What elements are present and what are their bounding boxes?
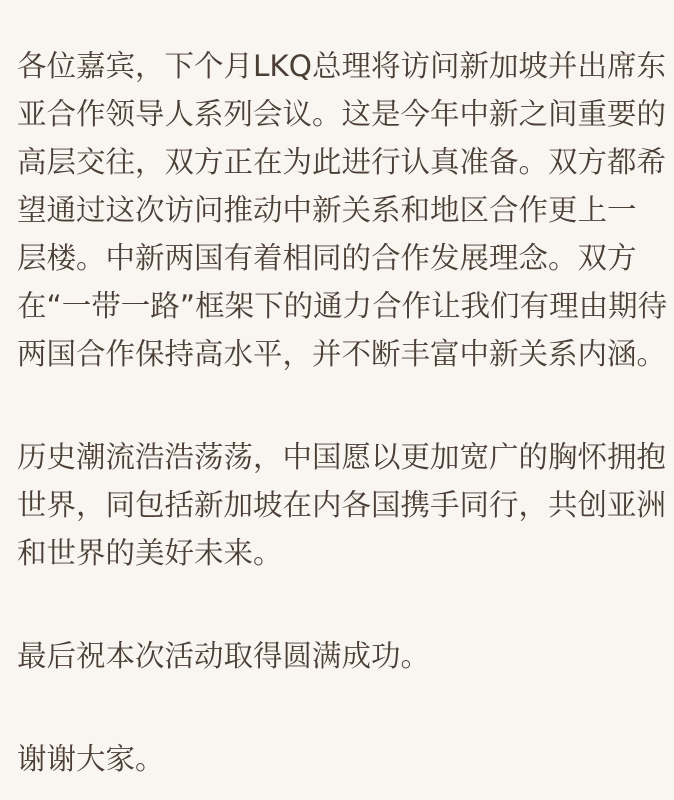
text-line: 历史潮流浩浩荡荡，中国愿以更加宽广的胸怀拥抱 bbox=[17, 440, 667, 474]
text-line: 各位嘉宾，下个月LKQ总理将访问新加坡并出席东 bbox=[17, 49, 667, 83]
text-line: 谢谢大家。 bbox=[17, 742, 165, 776]
text-line: 亚合作领导人系列会议。这是今年中新之间重要的 bbox=[17, 97, 667, 131]
paragraph-1 bbox=[0, 42, 674, 378]
text-line: 望通过这次访问推动中新关系和地区合作更上一 bbox=[17, 193, 637, 227]
text-line: 最后祝本次活动取得圆满成功。 bbox=[17, 639, 431, 673]
paragraph-3 bbox=[0, 632, 674, 680]
paragraph-spacer bbox=[0, 577, 674, 632]
text-line: 和世界的美好未来。 bbox=[17, 536, 283, 570]
paragraph-4 bbox=[0, 735, 674, 783]
text-line: 高层交往，双方正在为此进行认真准备。双方都希 bbox=[17, 145, 667, 179]
paragraph-spacer bbox=[0, 680, 674, 735]
text-line: 世界，同包括新加坡在内各国携手同行，共创亚洲 bbox=[17, 488, 667, 522]
paragraph-2 bbox=[0, 433, 674, 577]
text-line: 在“一带一路”框架下的通力合作让我们有理由期待 bbox=[17, 289, 668, 323]
text-line: 两国合作保持高水平，并不断丰富中新关系内涵。 bbox=[17, 337, 667, 371]
text-line: 层楼。中新两国有着相同的合作发展理念。双方 bbox=[17, 241, 637, 275]
paragraph-spacer bbox=[0, 378, 674, 433]
